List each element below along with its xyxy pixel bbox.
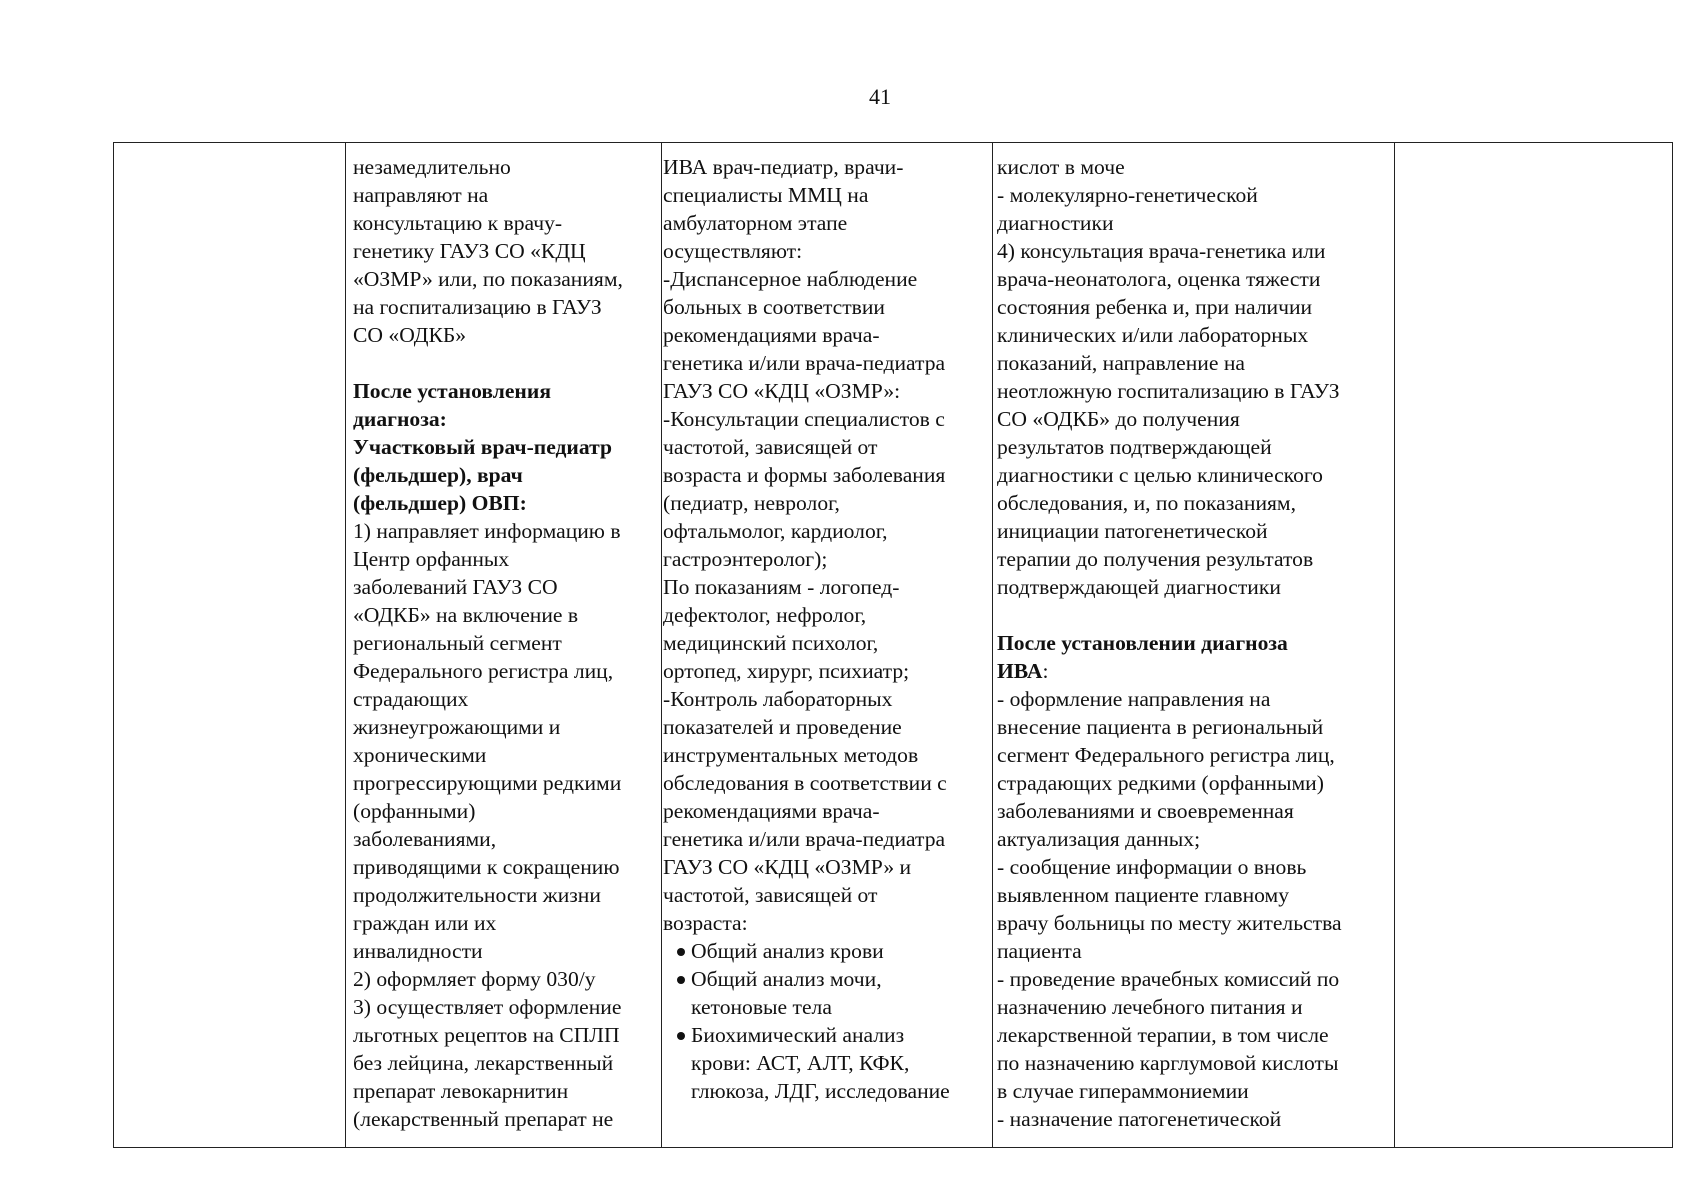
text-line: СО «ОДКБ» (353, 323, 467, 347)
text-line: в случае гипераммониемии (997, 1079, 1249, 1103)
text-line: рекомендациями врача- (663, 323, 880, 347)
text-line: генетику ГАУЗ СО «КДЦ (353, 239, 586, 263)
text-line: ортопед, хирург, психиатр; (663, 659, 910, 683)
table-cell-col3 (662, 143, 993, 1148)
text-line: дефектолог, нефролог, (663, 603, 867, 627)
text-line: обследования в соответствии с (663, 771, 947, 795)
col2-heading-block (353, 377, 657, 517)
text-line: офтальмолог, кардиолог, (663, 519, 888, 543)
text-line: генетика и/или врача-педиатра (663, 827, 946, 851)
text-line: обследования, и, по показаниям, (997, 491, 1296, 515)
text-line: СО «ОДКБ» до получения (997, 407, 1240, 431)
section-heading-line: Участковый врач-педиатр (353, 435, 612, 459)
text-line: препарат левокарнитин (353, 1079, 569, 1103)
text-line: незамедлительно (353, 155, 511, 179)
text-line: заболеваний ГАУЗ СО (353, 575, 558, 599)
text-line: по назначению карглумовой кислоты (997, 1051, 1339, 1075)
text-line: актуализация данных; (997, 827, 1201, 851)
text-line: (лекарственный препарат не (353, 1107, 614, 1131)
section-heading-abbr: ИВА (997, 659, 1043, 683)
text-line: «ОДКБ» на включение в (353, 603, 579, 627)
document-table (113, 142, 1673, 1148)
text-line: 3) осуществляет оформление (353, 995, 622, 1019)
col2-top-block (353, 153, 657, 349)
text-line: показателей и проведение (663, 715, 902, 739)
list-item-line: Общий анализ мочи, (691, 967, 882, 991)
text-line: терапии до получения результатов (997, 547, 1314, 571)
text-line: результатов подтверждающей (997, 435, 1272, 459)
text-line: региональный сегмент (353, 631, 562, 655)
text-line: инвалидности (353, 939, 483, 963)
text-line: возраста и формы заболевания (663, 463, 946, 487)
section-heading-colon: : (1042, 659, 1049, 683)
text-line: частотой, зависящей от (663, 435, 878, 459)
text-line: льготных рецептов на СПЛП (353, 1023, 620, 1047)
text-line: инициации патогенетической (997, 519, 1268, 543)
text-line: назначению лечебного питания и (997, 995, 1303, 1019)
text-line: -Контроль лабораторных (663, 687, 893, 711)
text-line: частотой, зависящей от (663, 883, 878, 907)
text-line: 1) направляет информацию в (353, 519, 621, 543)
text-line: осуществляют: (663, 239, 803, 263)
test-list (663, 937, 988, 1105)
text-line: внесение пациента в региональный (997, 715, 1324, 739)
text-line: сегмент Федерального регистра лиц, (997, 743, 1335, 767)
text-line: заболеваниями и своевременная (997, 799, 1294, 823)
text-line: клинических и/или лабораторных (997, 323, 1309, 347)
blank-line (353, 349, 657, 377)
text-line: подтверждающей диагностики (997, 575, 1281, 599)
page-number: 41 (869, 84, 891, 109)
text-line: - молекулярно-генетической (997, 183, 1258, 207)
list-item-line: Биохимический анализ (691, 1023, 905, 1047)
col4-text (993, 143, 1394, 1133)
text-line: - проведение врачебных комиссий по (997, 967, 1340, 991)
text-line: специалисты ММЦ на (663, 183, 869, 207)
list-item (677, 937, 988, 965)
col2-text (346, 143, 661, 1133)
text-line: -Консультации специалистов с (663, 407, 945, 431)
text-line: состояния ребенка и, при наличии (997, 295, 1313, 319)
text-line: на госпитализацию в ГАУЗ (353, 295, 602, 319)
text-line: показаний, направление на (997, 351, 1245, 375)
text-line: заболеваниями, (353, 827, 497, 851)
text-line: диагностики с целью клинического (997, 463, 1323, 487)
list-item-line: крови: АСТ, АЛТ, КФК, (691, 1051, 910, 1075)
text-line: прогрессирующими редкими (353, 771, 622, 795)
text-line: гастроэнтеролог); (663, 547, 828, 571)
text-line: приводящими к сокращению (353, 855, 620, 879)
text-line: Федерального регистра лиц, (353, 659, 614, 683)
list-item (677, 965, 988, 1021)
section-heading-line (997, 657, 1390, 685)
text-line: 4) консультация врача-генетика или (997, 239, 1326, 263)
section-heading-line: После установлении диагноза (997, 631, 1288, 655)
blank-line (997, 601, 1390, 629)
text-line: лекарственной терапии, в том числе (997, 1023, 1329, 1047)
text-line: инструментальных методов (663, 743, 919, 767)
table-cell-col5 (1395, 143, 1673, 1148)
section-heading-line: (фельдшер), врач (353, 463, 523, 487)
text-line: жизнеугрожающими и (353, 715, 561, 739)
text-line: ИВА врач-педиатр, врачи- (663, 155, 904, 179)
text-line: рекомендациями врача- (663, 799, 880, 823)
list-item-line: Общий анализ крови (691, 939, 884, 963)
list-item-line: кетоновые тела (691, 995, 832, 1019)
list-item-line: глюкоза, ЛДГ, исследование (691, 1079, 950, 1103)
text-line: - сообщение информации о вновь (997, 855, 1307, 879)
text-line: амбулаторном этапе (663, 211, 848, 235)
text-line: пациента (997, 939, 1082, 963)
text-line: возраста: (663, 911, 748, 935)
text-line: По показаниям - логопед- (663, 575, 900, 599)
text-line: консультацию к врачу- (353, 211, 563, 235)
text-line: Центр орфанных (353, 547, 510, 571)
text-line: (орфанными) (353, 799, 476, 823)
table-cell-col4 (993, 143, 1395, 1148)
text-line: врача-неонатолога, оценка тяжести (997, 267, 1321, 291)
col2-bottom-block (353, 517, 657, 1133)
text-line: медицинский психолог, (663, 631, 879, 655)
text-line: диагностики (997, 211, 1114, 235)
text-line: граждан или их (353, 911, 497, 935)
text-line: выявленном пациенте главному (997, 883, 1289, 907)
text-line: врачу больницы по месту жительства (997, 911, 1342, 935)
text-line: «ОЗМР» или, по показаниям, (353, 267, 623, 291)
text-line: -Диспансерное наблюдение (663, 267, 918, 291)
text-line: страдающих (353, 687, 469, 711)
text-line: направляют на (353, 183, 489, 207)
table-cell-col2 (346, 143, 662, 1148)
col3-text (662, 143, 992, 1105)
section-heading-line: диагноза: (353, 407, 447, 431)
text-line: продолжительности жизни (353, 883, 601, 907)
section-heading-line: (фельдшер) ОВП: (353, 491, 527, 515)
text-line: - оформление направления на (997, 687, 1271, 711)
text-line: - назначение патогенетической (997, 1107, 1282, 1131)
text-line: (педиатр, невролог, (663, 491, 840, 515)
table-row (114, 143, 1673, 1148)
text-line: 2) оформляет форму 030/у (353, 967, 596, 991)
text-line: ГАУЗ СО «КДЦ «ОЗМР» и (663, 855, 912, 879)
text-line: кислот в моче (997, 155, 1125, 179)
section-heading-line: После установления (353, 379, 552, 403)
text-line: ГАУЗ СО «КДЦ «ОЗМР»: (663, 379, 901, 403)
list-item (677, 1021, 988, 1105)
text-line: без лейцина, лекарственный (353, 1051, 614, 1075)
text-line: страдающих редкими (орфанными) (997, 771, 1324, 795)
text-line: генетика и/или врача-педиатра (663, 351, 946, 375)
table-cell-col1 (114, 143, 346, 1148)
text-line: больных в соответствии (663, 295, 885, 319)
text-line: хроническими (353, 743, 487, 767)
text-line: неотложную госпитализацию в ГАУЗ (997, 379, 1340, 403)
